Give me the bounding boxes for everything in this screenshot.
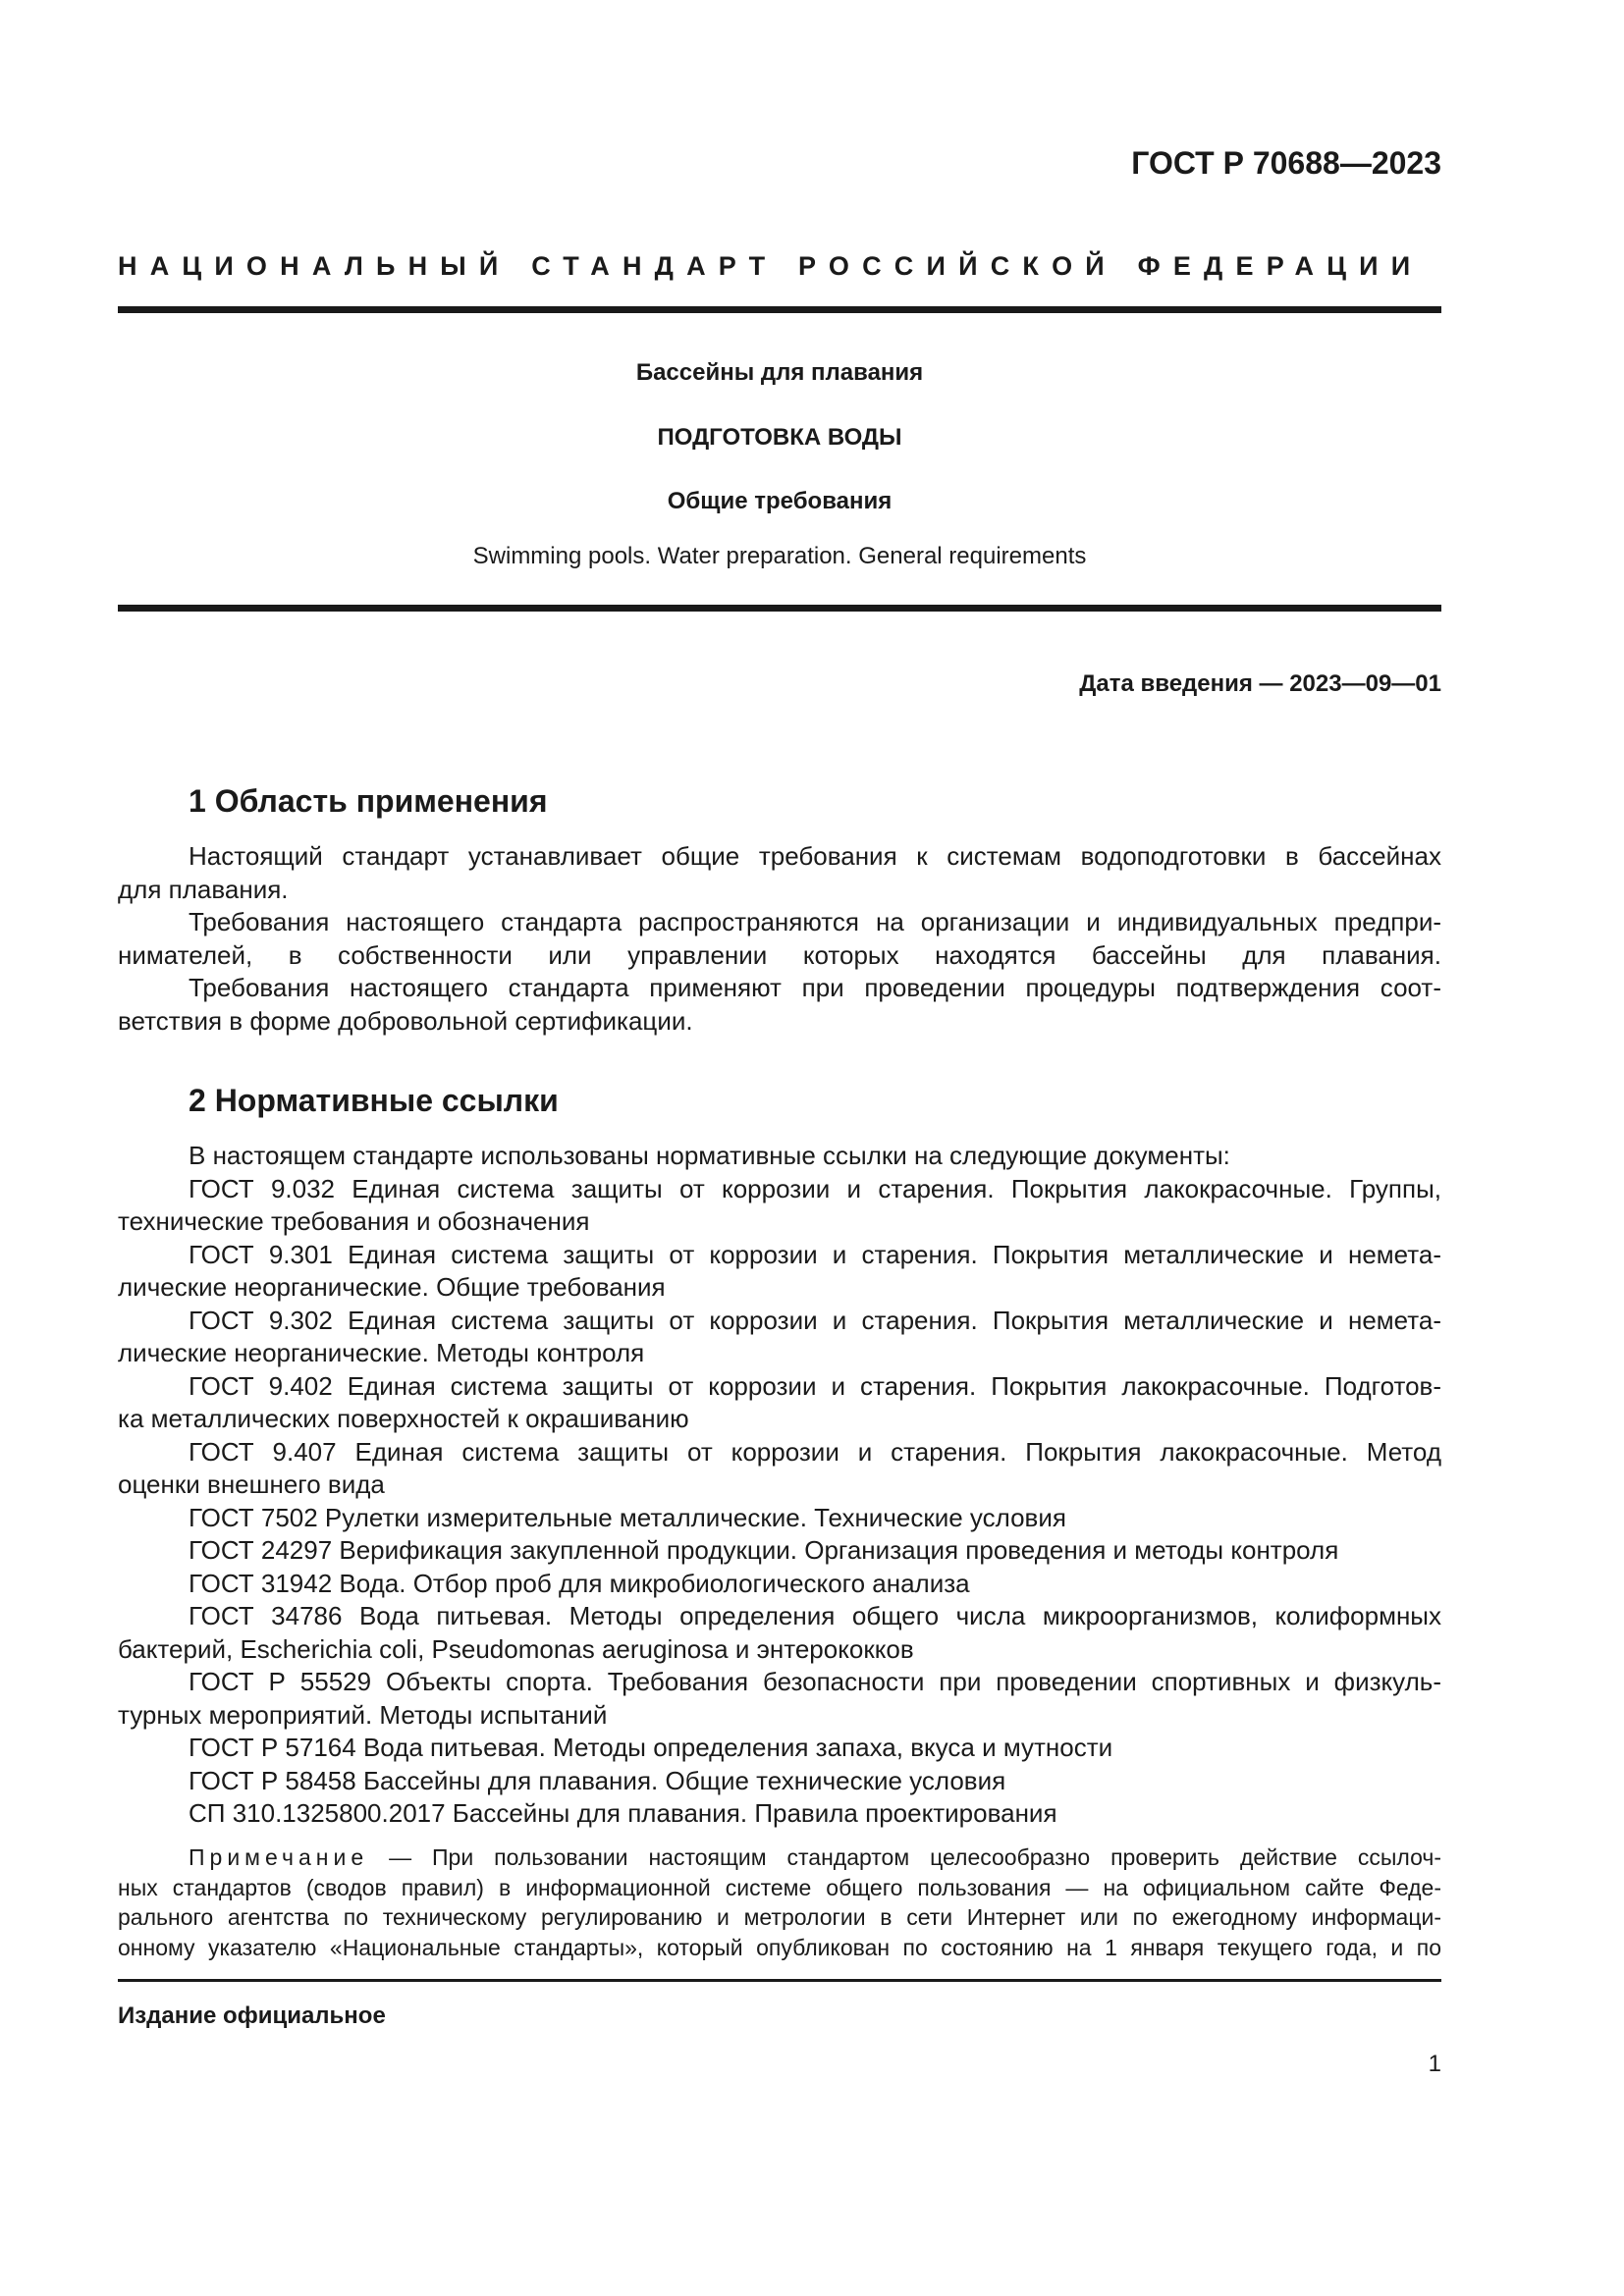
- reference-line: ГОСТ Р 57164 Вода питьевая. Методы определения запаха, вкуса и мутности: [189, 1733, 1113, 1762]
- section-2-heading: 2 Нормативные ссылки: [189, 1083, 559, 1118]
- introduction-date: Дата введения — 2023—09—01: [1079, 670, 1441, 697]
- reference-line: СП 310.1325800.2017 Бассейны для плавания. Правила проектирования: [189, 1798, 1057, 1828]
- section-1-body: [118, 840, 1441, 1038]
- reference-line: ГОСТ 7502 Рулетки измерительные металлические. Технические условия: [189, 1502, 1066, 1532]
- top-rule: [118, 306, 1441, 313]
- note-first-line-text: — При пользовании настоящим стандартом целесообразно проверить действие ссылоч-: [368, 1844, 1441, 1870]
- section-1-heading: 1 Область применения: [189, 783, 548, 819]
- paragraph-line: Требования настоящего стандарта распространяются на организации и индивидуальных предпри-: [189, 907, 1441, 936]
- note-line: ных стандартов (сводов правил) в информационной системе общего пользования — на официальном сайте Феде-: [118, 1874, 1441, 1900]
- reference-line: ГОСТ 24297 Верификация закупленной продукции. Организация проведения и методы контроля: [189, 1535, 1339, 1565]
- section-2-body: [118, 1140, 1441, 1831]
- paragraph-line: Настоящий стандарт устанавливает общие требования к системам водоподготовки в бассейнах: [189, 841, 1441, 871]
- reference-line: ГОСТ 34786 Вода питьевая. Методы определения общего числа микроорганизмов, колиформных: [189, 1601, 1441, 1630]
- reference-line: технические требования и обозначения: [118, 1206, 590, 1236]
- reference-line: В настоящем стандарте использованы нормативные ссылки на следующие документы:: [189, 1141, 1230, 1170]
- reference-line: оценки внешнего вида: [118, 1469, 385, 1499]
- paragraph-line: для плавания.: [118, 874, 289, 904]
- title-english: Swimming pools. Water preparation. General requirements: [472, 543, 1087, 569]
- document-code: ГОСТ Р 70688—2023: [1131, 145, 1441, 181]
- title-main: Бассейны для плавания: [635, 359, 924, 386]
- note-label: Примечание: [189, 1844, 369, 1870]
- reference-line: бактерий, Escherichia coli, Pseudomonas aeruginosa и энтерококков: [118, 1633, 914, 1664]
- reference-line: лические неорганические. Методы контроля: [118, 1338, 645, 1367]
- note-line: рального агентства по техническому регулированию и метрологии в сети Интернет или по ежегодному информаци-: [118, 1904, 1441, 1930]
- title-rule: [118, 605, 1441, 612]
- reference-line: ГОСТ Р 58458 Бассейны для плавания. Общие технические условия: [189, 1765, 1006, 1795]
- paragraph-line: ветствия в форме добровольной сертификации.: [118, 1005, 693, 1036]
- page-number: 1: [1428, 2051, 1441, 2077]
- standard-title: НАЦИОНАЛЬНЫЙ СТАНДАРТ РОССИЙСКОЙ ФЕДЕРАЦИИ: [118, 251, 1424, 281]
- title-sub: ПОДГОТОВКА ВОДЫ: [657, 424, 902, 451]
- reference-line: ГОСТ Р 55529 Объекты спорта. Требования безопасности при проведении спортивных и физкуль-: [189, 1667, 1441, 1696]
- title-sub2: Общие требования: [667, 488, 893, 514]
- note-block: [118, 1842, 1441, 1962]
- document-page: [118, 0, 1441, 2296]
- reference-line: ГОСТ 9.402 Единая система защиты от коррозии и старения. Покрытия лакокрасочные. Подготов-: [189, 1370, 1441, 1401]
- reference-line: ка металлических поверхностей к окрашиванию: [118, 1404, 689, 1433]
- reference-line: турных мероприятий. Методы испытаний: [118, 1699, 608, 1730]
- note-line: [118, 1842, 1441, 1873]
- note-line: онному указателю «Национальные стандарты», который опубликован по состоянию на 1 января текущего года, и по: [118, 1934, 1441, 1960]
- paragraph-line: нимателей, в собственности или управлении которых находятся бассейны для плавания.: [118, 939, 1441, 970]
- reference-line: ГОСТ 9.407 Единая система защиты от коррозии и старения. Покрытия лакокрасочные. Метод: [189, 1436, 1441, 1467]
- reference-line: ГОСТ 9.302 Единая система защиты от коррозии и старения. Покрытия металлические и немета-: [189, 1305, 1441, 1335]
- reference-line: лические неорганические. Общие требования: [118, 1272, 666, 1302]
- reference-line: ГОСТ 9.301 Единая система защиты от коррозии и старения. Покрытия металлические и немета-: [189, 1239, 1441, 1269]
- official-edition-label: Издание официальное: [118, 2002, 386, 2029]
- reference-line: ГОСТ 9.032 Единая система защиты от коррозии и старения. Покрытия лакокрасочные. Группы,: [189, 1173, 1441, 1203]
- paragraph-line: Требования настоящего стандарта применяют при проведении процедуры подтверждения соот-: [189, 973, 1441, 1002]
- footer-rule: [118, 1979, 1441, 1982]
- reference-line: ГОСТ 31942 Вода. Отбор проб для микробиологического анализа: [189, 1568, 970, 1598]
